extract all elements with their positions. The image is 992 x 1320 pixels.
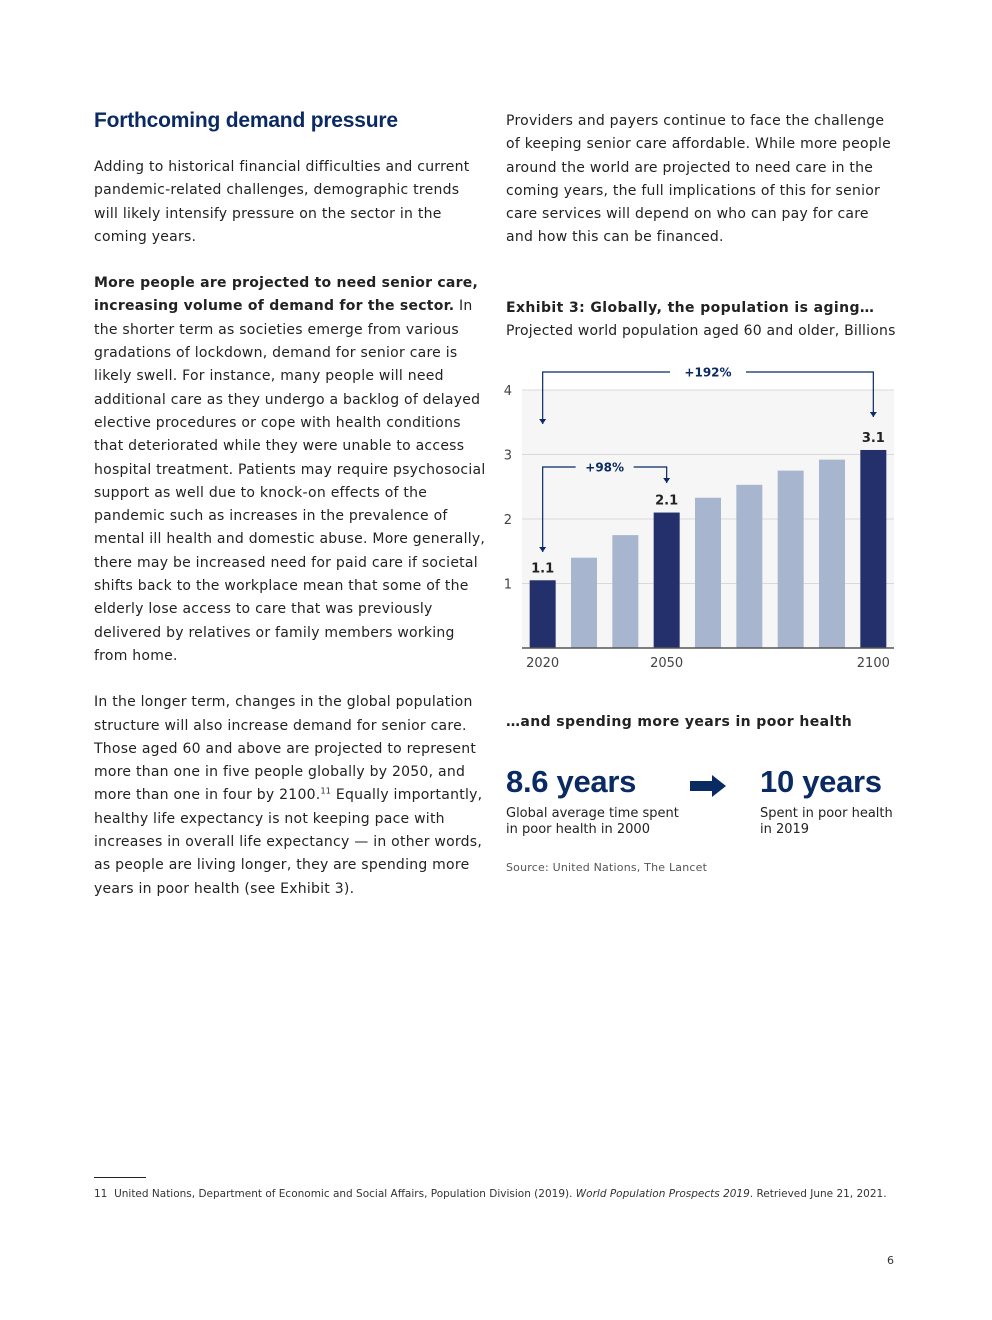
annotation-192-label: +192% xyxy=(684,365,732,380)
right-column xyxy=(506,110,898,343)
bar-2040 xyxy=(612,535,638,648)
footnote xyxy=(94,1188,887,1200)
footnote-publication: World Population Prospects 2019 xyxy=(575,1188,750,1200)
x-tick-label-2020: 2020 xyxy=(526,656,560,671)
longer-term-paragraph-b: Equally importantly, healthy life expectancy is not keeping pace with increases in overall life expectancy — in other words, as people are living longer, they are spending more years in poor health (see Exhibit 3). xyxy=(94,787,483,897)
annotation-98-label: +98% xyxy=(585,460,625,475)
bar-2100 xyxy=(860,450,886,648)
population-bar-chart xyxy=(500,360,900,680)
stat-2019-description xyxy=(760,806,910,838)
longer-term-paragraph xyxy=(94,691,486,901)
affordability-paragraph: Providers and payers continue to face the challenge of keeping senior care affordable. While more people around the world are projected to need care in the coming years, the full implications of this for senior care services will depend on who can pay for care and how this can be financed. xyxy=(506,113,891,246)
exhibit-subtitle: Projected world population aged 60 and older, Billions xyxy=(506,322,896,339)
bar-2070 xyxy=(736,485,762,648)
data-label-2050: 2.1 xyxy=(655,493,679,509)
footnote-text-a: United Nations, Department of Economic and Social Affairs, Population Division (2019). xyxy=(114,1188,576,1200)
footnote-number: 11 xyxy=(94,1188,108,1200)
x-tick-label-2050: 2050 xyxy=(650,656,684,671)
stat-2000-desc-line1: Global average time spent xyxy=(506,806,679,821)
stat-2019 xyxy=(760,762,910,838)
right-arrow-icon xyxy=(690,775,726,801)
bar-2030 xyxy=(571,558,597,648)
source-note: Source: United Nations, The Lancet xyxy=(506,861,708,874)
footnote-divider xyxy=(94,1177,146,1178)
section-heading: Forthcoming demand pressure xyxy=(94,109,398,132)
bar-2050 xyxy=(654,513,680,648)
stat-2000-description xyxy=(506,806,686,838)
stat-2000-desc-line2: in poor health in 2000 xyxy=(506,822,650,837)
stat-2019-desc-line2: in 2019 xyxy=(760,822,810,837)
longer-term-paragraph-a: In the longer term, changes in the global population structure will also increase demand for senior care. Those aged 60 and above are projected to represent more than one in five people globally by 2050, and more than one in four by 2100. xyxy=(94,694,477,804)
demand-paragraph xyxy=(94,272,486,668)
data-label-2020: 1.1 xyxy=(531,561,555,577)
exhibit-title: Exhibit 3: Globally, the population is aging… xyxy=(506,299,875,316)
chart-canvas xyxy=(500,360,900,680)
data-label-2100: 3.1 xyxy=(861,430,885,446)
left-column xyxy=(94,110,486,901)
stat-2000-value: 8.6 years xyxy=(506,764,637,799)
bar-2080 xyxy=(778,471,804,648)
poor-health-subheading: …and spending more years in poor health xyxy=(506,714,853,730)
page-number: 6 xyxy=(887,1254,894,1267)
demand-paragraph-body: In the shorter term as societies emerge from various gradations of lockdown, demand for senior care is likely swell. For instance, many people will need additional care as they undergo a backlog of delayed elective procedures or cope with health conditions that deteriorated while they were unable to access hospital treatment. Patients may require psychosocial support as well due to knock-on effects of the pandemic such as increases in the prevalence of mental ill health and domestic abuse. More generally, there may be increased need for paid care if societal shifts back to the workplace mean that some of the elderly lose access to care that was previously delivered by relatives or family members working from home. xyxy=(94,298,486,664)
y-tick-label-2: 2 xyxy=(503,513,512,528)
footnote-text-b: . Retrieved June 21, 2021. xyxy=(749,1188,887,1200)
x-tick-label-2100: 2100 xyxy=(856,656,890,671)
stat-2019-value: 10 years xyxy=(760,764,882,799)
bar-2090 xyxy=(819,460,845,648)
y-tick-label-4: 4 xyxy=(503,384,512,399)
y-tick-label-1: 1 xyxy=(503,577,512,593)
y-tick-label-3: 3 xyxy=(503,448,512,464)
intro-paragraph: Adding to historical financial difficulties and current pandemic-related challenges, demographic trends will likely intensify pressure on the sector in the coming years. xyxy=(94,159,470,245)
bar-2020 xyxy=(530,580,556,648)
stat-2019-desc-line1: Spent in poor health xyxy=(760,806,893,821)
footnote-reference[interactable]: 11 xyxy=(320,786,332,796)
stat-2000 xyxy=(506,762,686,838)
bar-2060 xyxy=(695,498,721,648)
demand-paragraph-lead: More people are projected to need senior care, increasing volume of demand for the sector. xyxy=(94,275,479,315)
